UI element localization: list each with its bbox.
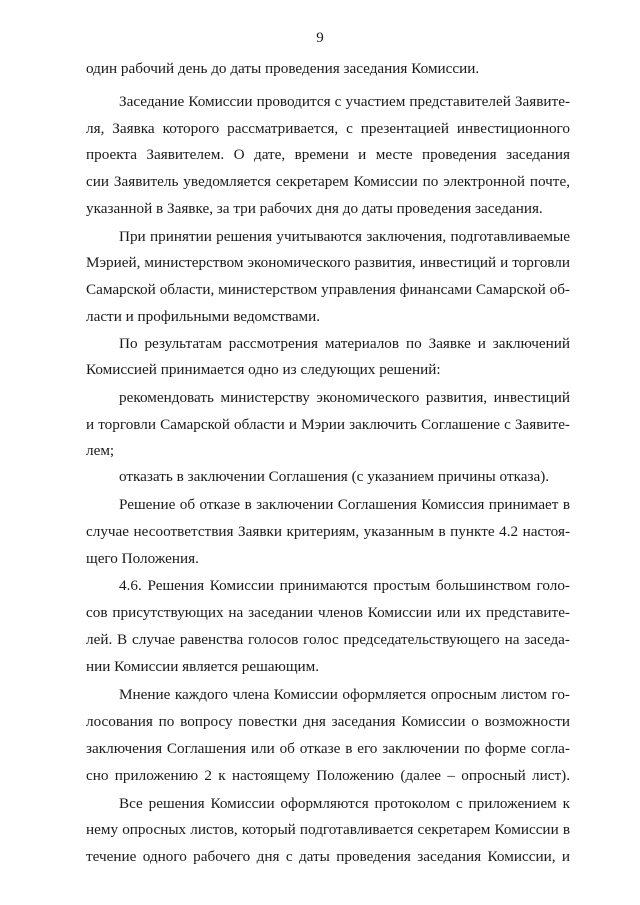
text-line: При принятии решения учитываются заключения, подготавливаемые (119, 228, 570, 245)
text-line: течение одного рабочего дня с даты проведения заседания Комиссии, и (86, 848, 570, 865)
text-line: Все решения Комиссии оформляются протоколом с приложением к (119, 795, 570, 812)
text-line: и торговли Самарской области и Мэрии заключить Соглашение с Заявите- (86, 416, 570, 433)
text-line: Заседание Комиссии проводится с участием представителей Заявите- (119, 93, 570, 110)
text-line: сно приложению 2 к настоящему Положению (далее – опросный лист). (86, 767, 570, 784)
text-line: лей. В случае равенства голосов голос председательствующего на заседа- (86, 631, 570, 648)
page-number: 9 (316, 30, 324, 46)
text-line: сии Заявитель уведомляется секретарем Комиссии по электронной почте, (86, 173, 570, 190)
text-line: По результатам рассмотрения материалов по Заявке и заключений (119, 335, 570, 352)
text-line: отказать в заключении Соглашения (с указанием причины отказа). (119, 468, 550, 485)
text-line: 4.6. Решения Комиссии принимаются простым большинством голо- (119, 577, 570, 594)
text-line: сов присутствующих на заседании членов Комиссии или их представите- (86, 604, 570, 621)
text-line: проекта Заявителем. О дате, времени и месте проведения заседания (86, 146, 570, 163)
text-line: Мэрией, министерством экономического развития, инвестиций и торговли (86, 254, 570, 271)
text-line: Комиссией принимается одно из следующих решений: (86, 361, 441, 378)
text-line: указанной в Заявке, за три рабочих дня до даты проведения заседания. (86, 200, 543, 217)
text-line: ласти и профильными ведомствами. (86, 308, 321, 325)
text-line: нему опросных листов, который подготавливается секретарем Комиссии в (86, 821, 570, 838)
text-line: нии Комиссии является решающим. (86, 658, 320, 675)
text-line: лосования по вопросу повестки дня заседания Комиссии о возможности (86, 713, 570, 730)
text-line: Решение об отказе в заключении Соглашения Комиссия принимает в (119, 496, 570, 513)
text-line: рекомендовать министерству экономического развития, инвестиций (119, 389, 570, 406)
text-line: Самарской области, министерством управления финансами Самарской об- (86, 281, 570, 298)
text-line: ля, Заявка которого рассматривается, с презентацией инвестиционного (86, 120, 570, 137)
text-line: заключения Соглашения или об отказе в его заключении по форме согла- (86, 740, 570, 757)
text-line: щего Положения. (86, 550, 199, 567)
text-line: Мнение каждого члена Комиссии оформляется опросным листом го- (119, 686, 570, 703)
text-line: случае несоответствия Заявки критериям, указанным в пункте 4.2 настоя- (86, 523, 570, 540)
text-line: лем; (86, 442, 115, 459)
text-line: один рабочий день до даты проведения заседания Комиссии. (86, 60, 480, 77)
